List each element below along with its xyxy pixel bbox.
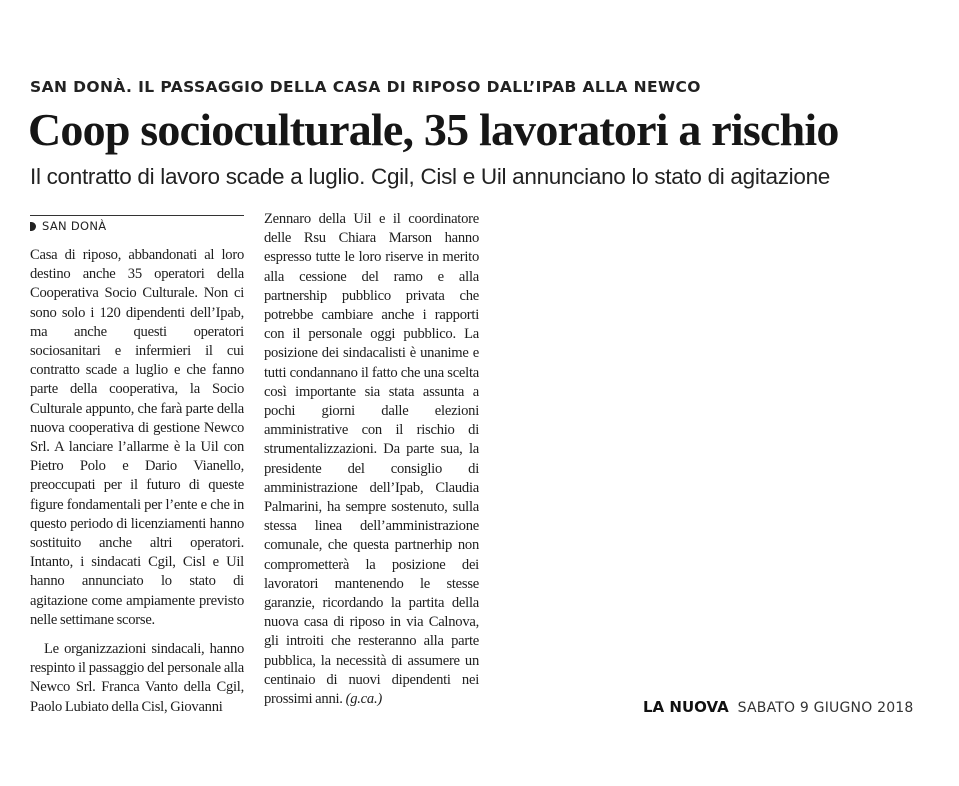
newspaper-masthead: LA NUOVA bbox=[643, 698, 729, 716]
body-text: Zennaro della Uil e il coordinatore delle Rsu Chiara Marson hanno espresso tutte le loro riserve in merito alla cessione del ramo e alla partnership pubblico privata che potrebbe cambiare anche i rapporti con il personale oggi pubblico. La posizione dei sindacalisti è unanime e tutti condannano il fatto che una scelta così importante sia stata assunta a pochi giorni dalle elezioni amministrative con il rischio di strumentalizzazioni. Da parte sua, la presidente del consiglio di amministrazione dell’Ipab, Claudia Palmarini, ha sempre sostenuto, sulla stessa linea dell’amministrazione comunale, che questa partnerhip non comprometterà la posizione dei lavoratori mantenendo le stesse garanzie, ricordando la partita della nuova casa di riposo in via Calnova, gli introiti che resteranno alla parte pubblica, la necessità di assumere un centinaio di nuovi dipendenti nei prossimi anni. bbox=[264, 211, 479, 708]
body-paragraph: Le organizzazioni sindacali, hanno respinto il passaggio del personale alla Newco Srl. Franca Vanto della Cgil, Paolo Lubiato della Cisl, Giovanni bbox=[30, 641, 244, 715]
page-footer bbox=[643, 698, 914, 716]
body-paragraph: Casa di riposo, abbandonati al loro destino anche 35 operatori della Cooperativa Socio Culturale. Non ci sono solo i 120 dipendenti dell’Ipab, ma anche questi operatori sociosanitari e infermieri il cui contratto scade a luglio e che fanno parte della cooperativa, la Socio Culturale appunto, che farà parte della nuova cooperativa di gestione Newco Srl. A lanciare l’allarme è la Uil con Pietro Polo e Dario Vianello, preoccupati per il futuro di queste figure fondamentali per l’ente e che in questo periodo di licenziamenti hanno sostituito anche altri operatori. Intanto, i sindacati Cgil, Cisl e Uil hanno annunciato lo stato di agitazione come ampiamente previsto nelle settimane scorse. bbox=[30, 247, 244, 628]
article-column-1 bbox=[30, 246, 244, 717]
article-headline: Coop socioculturale, 35 lavoratori a rischio bbox=[28, 104, 839, 155]
section-marker-icon bbox=[30, 222, 36, 231]
article-column-2 bbox=[264, 210, 479, 709]
publication-date: SABATO 9 GIUGNO 2018 bbox=[737, 700, 914, 716]
article-kicker: SAN DONÀ. IL PASSAGGIO DELLA CASA DI RIPOSO DALL’IPAB ALLA NEWCO bbox=[30, 78, 701, 96]
body-paragraph bbox=[264, 210, 479, 709]
section-tag-label: SAN DONÀ bbox=[42, 219, 107, 233]
section-tag bbox=[30, 215, 244, 233]
author-signature: (g.ca.) bbox=[345, 691, 382, 708]
article-subheadline: Il contratto di lavoro scade a luglio. Cgil, Cisl e Uil annunciano lo stato di agitazione bbox=[30, 164, 831, 189]
